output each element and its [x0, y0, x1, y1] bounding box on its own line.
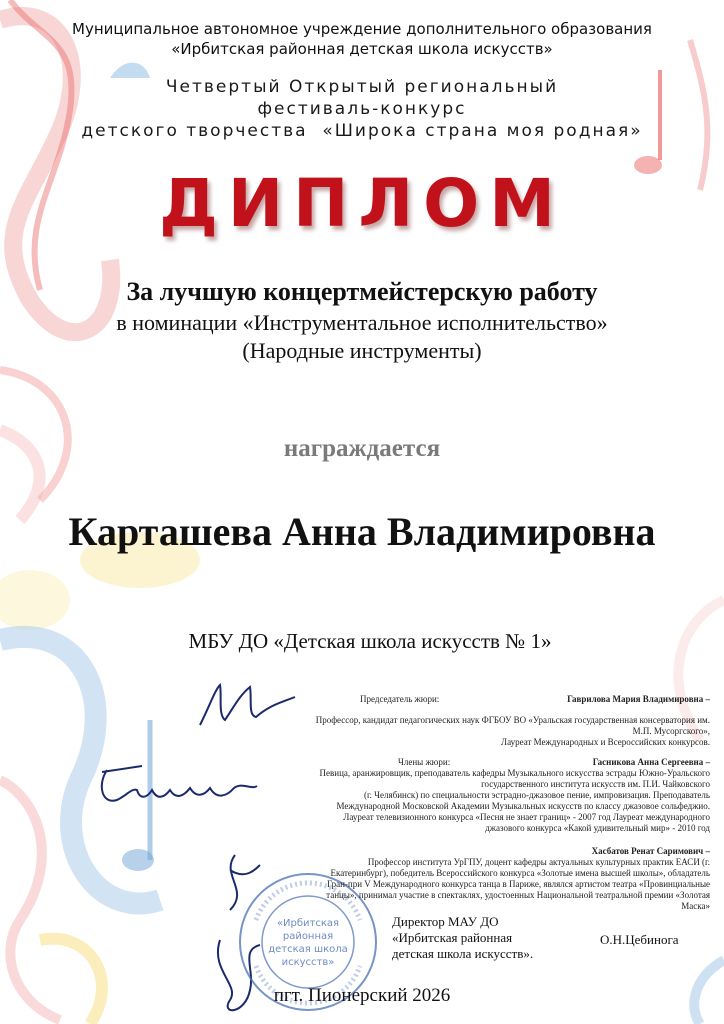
- jury-chair-desc2: М.П. Мусоргского»,: [632, 726, 710, 736]
- director-line3: детская школа искусств».: [392, 946, 534, 961]
- stamp-line1: «Ирбитская: [276, 918, 340, 929]
- director-line2: «Ирбитская районная: [392, 930, 513, 945]
- award-title: За лучшую концертмейстерскую работу: [126, 277, 598, 306]
- organization-name-line1: Муниципальное автономное учреждение дополнительного образования: [72, 20, 652, 38]
- director-line1: Директор МАУ ДО: [392, 914, 499, 929]
- festival-line2: фестиваль-конкурс: [257, 99, 467, 119]
- jury-chair-label: Председатель жюри:: [360, 694, 440, 704]
- jury-member1-desc3: (г. Челябинск) по специальности эстрадно-джазовое пение, импровизация. Преподаватель: [363, 790, 710, 800]
- jury-chair-name: Гаврилова Мария Владимировна –: [567, 694, 710, 704]
- jury-member2-name: Хасбатов Ренат Саримович –: [591, 846, 710, 856]
- jury-member2-desc4: танцы», принимал участие в спектаклях, удостоенных Национальной театральной премии «Золотая: [326, 890, 710, 900]
- jury-member1-desc4: Международной Московской Академии Музыкальных искусств по классу джазовое сольфеджио.: [336, 801, 710, 811]
- recipient-name: Карташева Анна Владимировна: [68, 509, 656, 554]
- festival-line1: Четвертый Открытый региональный: [165, 77, 559, 97]
- stamp-line2: районная: [282, 931, 334, 942]
- red-swirl-bottom: [0, 780, 60, 1020]
- jury-chair-desc1: Профессор, кандидат педагогических наук ФГБОУ ВО «Уральская государственная консерватория им.: [315, 715, 710, 725]
- jury-member1-desc2: государственного института искусств им. П.И. Чайковского: [481, 779, 710, 789]
- festival-line3: детского творчества «Широка страна моя родная»: [81, 121, 643, 141]
- jury-member1-desc6: джазового конкурса «Какой удивительный мир» - 2010 год: [485, 823, 710, 833]
- awarded-label: награждается: [283, 435, 441, 462]
- footer-place-year: пгт. Пионерский 2026: [273, 985, 451, 1006]
- stamp-line4: искусств»: [281, 957, 335, 968]
- blue-arc-right: [694, 960, 724, 1024]
- jury-member1-desc5: Лауреат телевизионного конкурса «Песня не знает границ» - 2007 год Лауреат международного: [343, 812, 710, 822]
- jury-member2-desc2: Екатеринбург), победитель Всероссийского конкурса «Золотые имена высшей школы», обладатель: [330, 868, 710, 878]
- diploma-title: ДИПЛОМ: [159, 165, 565, 242]
- jury-member1-desc1: Певица, аранжировщик, преподаватель кафедры Музыкального искусства эстрады Южно-Уральского: [319, 768, 710, 778]
- yellow-blob-2: [0, 570, 70, 630]
- jury-member1-name: Гасникова Анна Сергеевна –: [592, 757, 710, 767]
- organization-name-line2: «Ирбитская районная детская школа искусств»: [171, 40, 553, 58]
- award-category: (Народные инструменты): [242, 338, 482, 363]
- jury-chair-desc3: Лауреат Международных и Всероссийских конкурсов.: [500, 737, 710, 747]
- blue-note-head: [122, 849, 154, 871]
- institution-name: МБУ ДО «Детская школа искусств № 1»: [188, 629, 552, 653]
- jury-member2-desc1: Профессор института УрГПУ, доцент кафедры актуальных культурных практик ЕАСИ (г.: [367, 857, 710, 867]
- stamp-line3: детская школа: [268, 944, 348, 955]
- jury-members-label: Члены жюри:: [398, 757, 451, 767]
- director-name: О.Н.Цебинога: [600, 932, 679, 947]
- jury-member2-desc3: Гран-при V Международного конкурса танца в Париже, являлся артистом театра «Провинциальные: [326, 879, 710, 889]
- jury-member2-desc5: Маска»: [681, 901, 710, 911]
- award-nomination: в номинации «Инструментальное исполнительство»: [116, 310, 608, 335]
